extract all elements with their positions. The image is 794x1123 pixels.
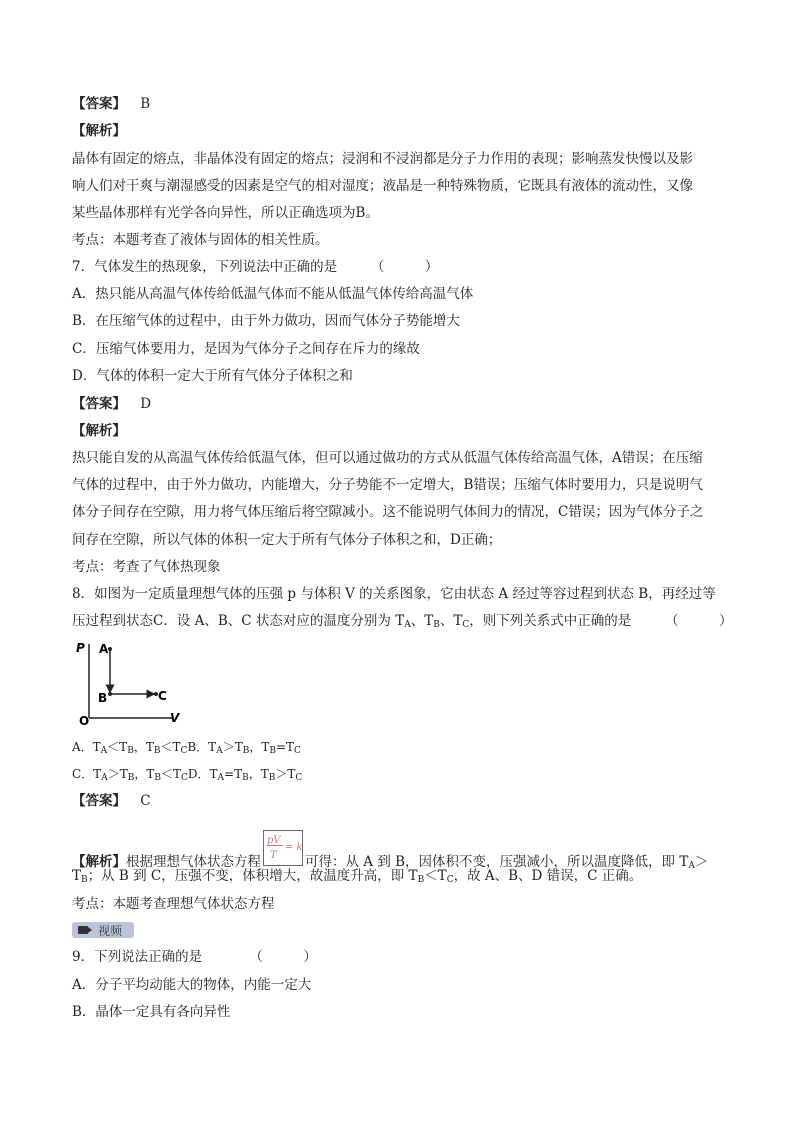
formula-numerator: pV (267, 835, 281, 846)
q8-analysis-line-2 (72, 867, 734, 889)
opt-text: =T (275, 740, 295, 754)
video-camera-icon (78, 926, 88, 934)
q6-analysis-line-2: 响人们对干爽与潮湿感受的因素是空气的相对湿度；液晶是一种特殊物质，它既具有液体的流动性，又像 (72, 178, 693, 194)
opt-text: =T (224, 767, 243, 781)
answer-label: 【答案】 (72, 396, 126, 412)
q7-analysis-line-2: 气体的过程中，由于外力做功，内能增大，分子势能不一定增大，B错误；压缩气体时要用力，只是说明气 (72, 477, 703, 493)
q8-options-line-1 (72, 738, 734, 760)
subscript: C (180, 773, 188, 783)
subscript: B (153, 746, 161, 756)
q7-stem: 7．气体发生的热现象，下列说法中正确的是 （ ） (72, 259, 439, 275)
opt-text: ，T (134, 767, 155, 781)
subscript: B (417, 875, 425, 885)
state-b-point (108, 692, 112, 696)
answer-value: B (140, 96, 151, 112)
q8-stem-text: 、T (439, 613, 463, 629)
subscript: B (81, 875, 88, 885)
subscript: A (217, 773, 225, 783)
opt-text: ＜T (107, 740, 128, 754)
formula-denominator: T (270, 850, 277, 861)
analysis-text: ＞ (694, 854, 709, 870)
answer-value: C (140, 793, 151, 809)
q6-kaodian: 考点：本题考查了液体与固体的相关性质。 (72, 232, 329, 248)
opt-text: ＞T (222, 740, 243, 754)
opt-text: B．T (187, 740, 217, 754)
origin-label: O (79, 714, 90, 728)
q7-answer-line (72, 395, 734, 413)
subscript: A (101, 773, 108, 783)
state-c-label: C (158, 689, 167, 703)
opt-text: ，T (248, 767, 269, 781)
state-a-label: A (99, 642, 109, 656)
opt-text: ，T (249, 740, 270, 754)
q6-analysis-line-3: 某些晶体那样有光学各向异性，所以正确选项为B。 (72, 205, 379, 221)
q9-stem: 9．下列说法正确的是 （ ） (72, 949, 317, 965)
opt-text: ＜T (160, 767, 181, 781)
q8-stem-text: ，则下列关系式中正确的是 （ ） (469, 613, 733, 629)
subscript: B (268, 773, 276, 783)
q7-option-a: A．热只能从高温气体传给低温气体而不能从低温气体传给高温气体 (72, 286, 474, 302)
q9-option-a: A．分子平均动能大的物体，内能一定大 (72, 977, 312, 993)
opt-text: ，T (133, 740, 154, 754)
fraction-bar (267, 845, 283, 846)
analysis-text: ，故 A、B、D 错误，C 正确。 (453, 868, 643, 884)
subscript: B (127, 746, 134, 756)
answer-label: 【答案】 (72, 793, 126, 809)
q7-option-b: B．在压缩气体的过程中，由于外力做功，因而气体分子势能增大 (72, 313, 460, 329)
q6-analysis-line-1: 晶体有固定的熔点，非晶体没有固定的熔点；浸润和不浸润都是分子力作用的表现；影响蒸发快慢以及影 (72, 151, 693, 167)
q8-stem-text: 压过程到状态C．设 A、B、C 状态对应的温度分别为 T (72, 613, 405, 629)
q6-answer-line (72, 95, 734, 113)
p-axis-label: P (76, 641, 85, 655)
q9-option-b: B．晶体一定具有各向异性 (72, 1004, 231, 1020)
q8-options-line-2 (72, 765, 734, 787)
subscript: B (433, 620, 440, 630)
opt-text: C．T (72, 767, 102, 781)
pv-diagram (72, 636, 192, 728)
q8-stem-line-1: 8．如图为一定质量理想气体的压强 p 与体积 V 的关系图象，它由状态 A 经过等容过程到状态 B，再经过等 (72, 586, 716, 602)
subscript: A (688, 861, 695, 871)
analysis-text: 根据理想气体状态方程 (126, 854, 261, 870)
q8-answer-line (72, 792, 734, 810)
analysis-label: 【解析】 (72, 123, 126, 139)
analysis-label: 【解析】 (72, 423, 126, 439)
q7-option-d: D．气体的体积一定大于所有气体分子体积之和 (72, 368, 353, 384)
subscript: A (100, 746, 108, 756)
ideal-gas-formula (263, 830, 303, 866)
video-camera-lens-icon (88, 927, 92, 933)
formula-rhs: = k (285, 842, 303, 853)
subscript: B (242, 773, 249, 783)
subscript: B (154, 773, 161, 783)
subscript: A (404, 620, 411, 630)
analysis-label: 【解析】 (72, 854, 126, 870)
analysis-text: 可得：从 A 到 B，因体积不变，压强减小，所以温度降低，即 T (305, 854, 689, 870)
opt-text: ＞T (107, 767, 128, 781)
subscript: B (242, 746, 250, 756)
q7-analysis-line-4: 间存在空隙，所以气体的体积一定大于所有气体分子体积之和，D正确； (72, 532, 502, 548)
answer-label: 【答案】 (72, 96, 126, 112)
analysis-text: ；从 B 到 C，压强不变，体积增大，故温度升高，即 T (87, 868, 418, 884)
q8-kaodian: 考点：本题考查理想气体状态方程 (72, 896, 275, 912)
subscript: C (294, 746, 301, 756)
opt-text: ＜T (160, 740, 181, 754)
answer-value: D (140, 396, 152, 412)
subscript: C (462, 620, 470, 630)
analysis-text: ＜T (424, 868, 447, 884)
subscript: C (180, 746, 188, 756)
subscript: B (127, 773, 135, 783)
q7-analysis-line-1: 热只能自发的从高温气体传给低温气体，但可以通过做功的方式从低温气体传给高温气体，A错误；在压缩 (72, 450, 703, 466)
q7-analysis-line-3: 体分子间存在空隙，用力将气体压缩后将空隙减小。这不能说明气体间力的情况，C错误；因为气体分子之 (72, 504, 704, 520)
opt-text: A．T (72, 740, 101, 754)
subscript: C (446, 875, 454, 885)
subscript: A (216, 746, 223, 756)
q8-stem-text: 、T (410, 613, 434, 629)
q7-option-c: C．压缩气体要用力，是因为气体分子之间存在斥力的缘故 (72, 341, 420, 357)
state-b-label: B (98, 691, 108, 705)
analysis-text: T (72, 868, 82, 884)
video-label: 视频 (98, 924, 123, 938)
v-axis-label: V (170, 711, 180, 725)
video-button[interactable] (72, 922, 134, 938)
subscript: C (295, 773, 303, 783)
q7-kaodian: 考点：考查了气体热现象 (72, 559, 221, 575)
state-a-point (108, 647, 112, 651)
opt-text: ＞T (275, 767, 296, 781)
q8-stem-line-2 (72, 612, 734, 634)
opt-text: D．T (187, 767, 218, 781)
subscript: B (269, 746, 276, 756)
